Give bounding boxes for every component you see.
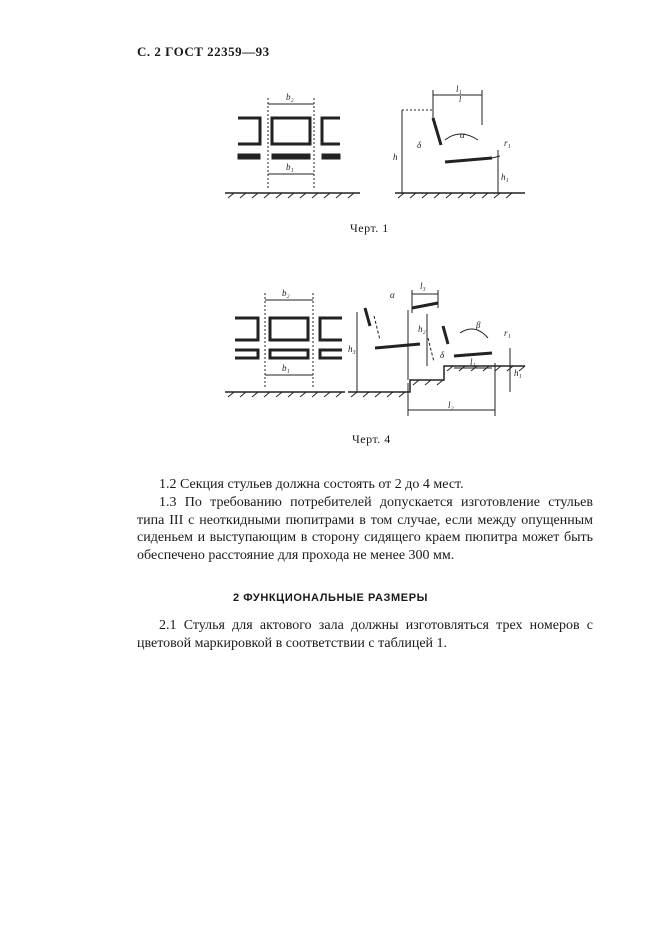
clause-2-1-text: 2.1 Стулья для актового зала должны изготовляться трех номеров с цветовой маркировкой в соответствии с таблицей 1. <box>137 618 593 651</box>
figure-4-drawing <box>220 278 535 418</box>
fig1-label-r: r₁ <box>504 138 511 148</box>
fig4-label-b: b₁ <box>282 363 290 373</box>
fig4-label-b2: b₂ <box>282 288 290 298</box>
fig4-label-h1: h₁ <box>514 368 522 378</box>
fig4-label-l1: l₁ <box>470 357 476 367</box>
fig1-label-l: l <box>459 95 462 104</box>
fig4-label-h2: h₂ <box>418 324 426 334</box>
fig4-label-alpha: α <box>390 290 395 300</box>
fig4-label-delta: δ <box>440 350 445 360</box>
figure-1-drawing <box>220 80 530 215</box>
clause-1-2 <box>137 476 593 494</box>
fig1-label-delta: δ <box>417 140 422 150</box>
fig4-label-l2: l₂ <box>448 400 454 410</box>
figure-4-caption: Черт. 4 <box>352 432 391 446</box>
clause-1-3-text: 1.3 По требованию потребителей допускается изготовление стульев типа III с неоткидными пюпитрами в том случае, если между опущенным сиденьем и выступающим в сторону сидящего краем пюпитра может быть обеспечено расстояние для прохода не менее 300 мм. <box>137 495 593 563</box>
clause-1-3 <box>137 494 593 564</box>
fig4-label-h3: h₃ <box>348 344 356 354</box>
fig1-label-b2: b₂ <box>286 92 294 102</box>
fig1-label-h1: h₁ <box>501 172 509 182</box>
fig4-label-r: r₁ <box>504 328 511 338</box>
fig1-label-b: b₁ <box>286 162 294 172</box>
figure-1-caption: Черт. 1 <box>350 221 389 235</box>
clause-1-2-text: 1.2 Секция стульев должна состоять от 2 до 4 мест. <box>159 477 464 492</box>
fig1-label-l1: l₁ <box>456 84 462 94</box>
fig1-label-alpha: α <box>460 130 465 140</box>
section-title: 2 ФУНКЦИОНАЛЬНЫЕ РАЗМЕРЫ <box>232 592 429 604</box>
clause-2-1 <box>137 617 593 652</box>
fig4-label-beta: β <box>476 320 481 330</box>
page-header: С. 2 ГОСТ 22359—93 <box>137 44 270 59</box>
fig4-label-l3: l₃ <box>420 281 426 291</box>
fig1-label-h: h <box>393 152 398 162</box>
